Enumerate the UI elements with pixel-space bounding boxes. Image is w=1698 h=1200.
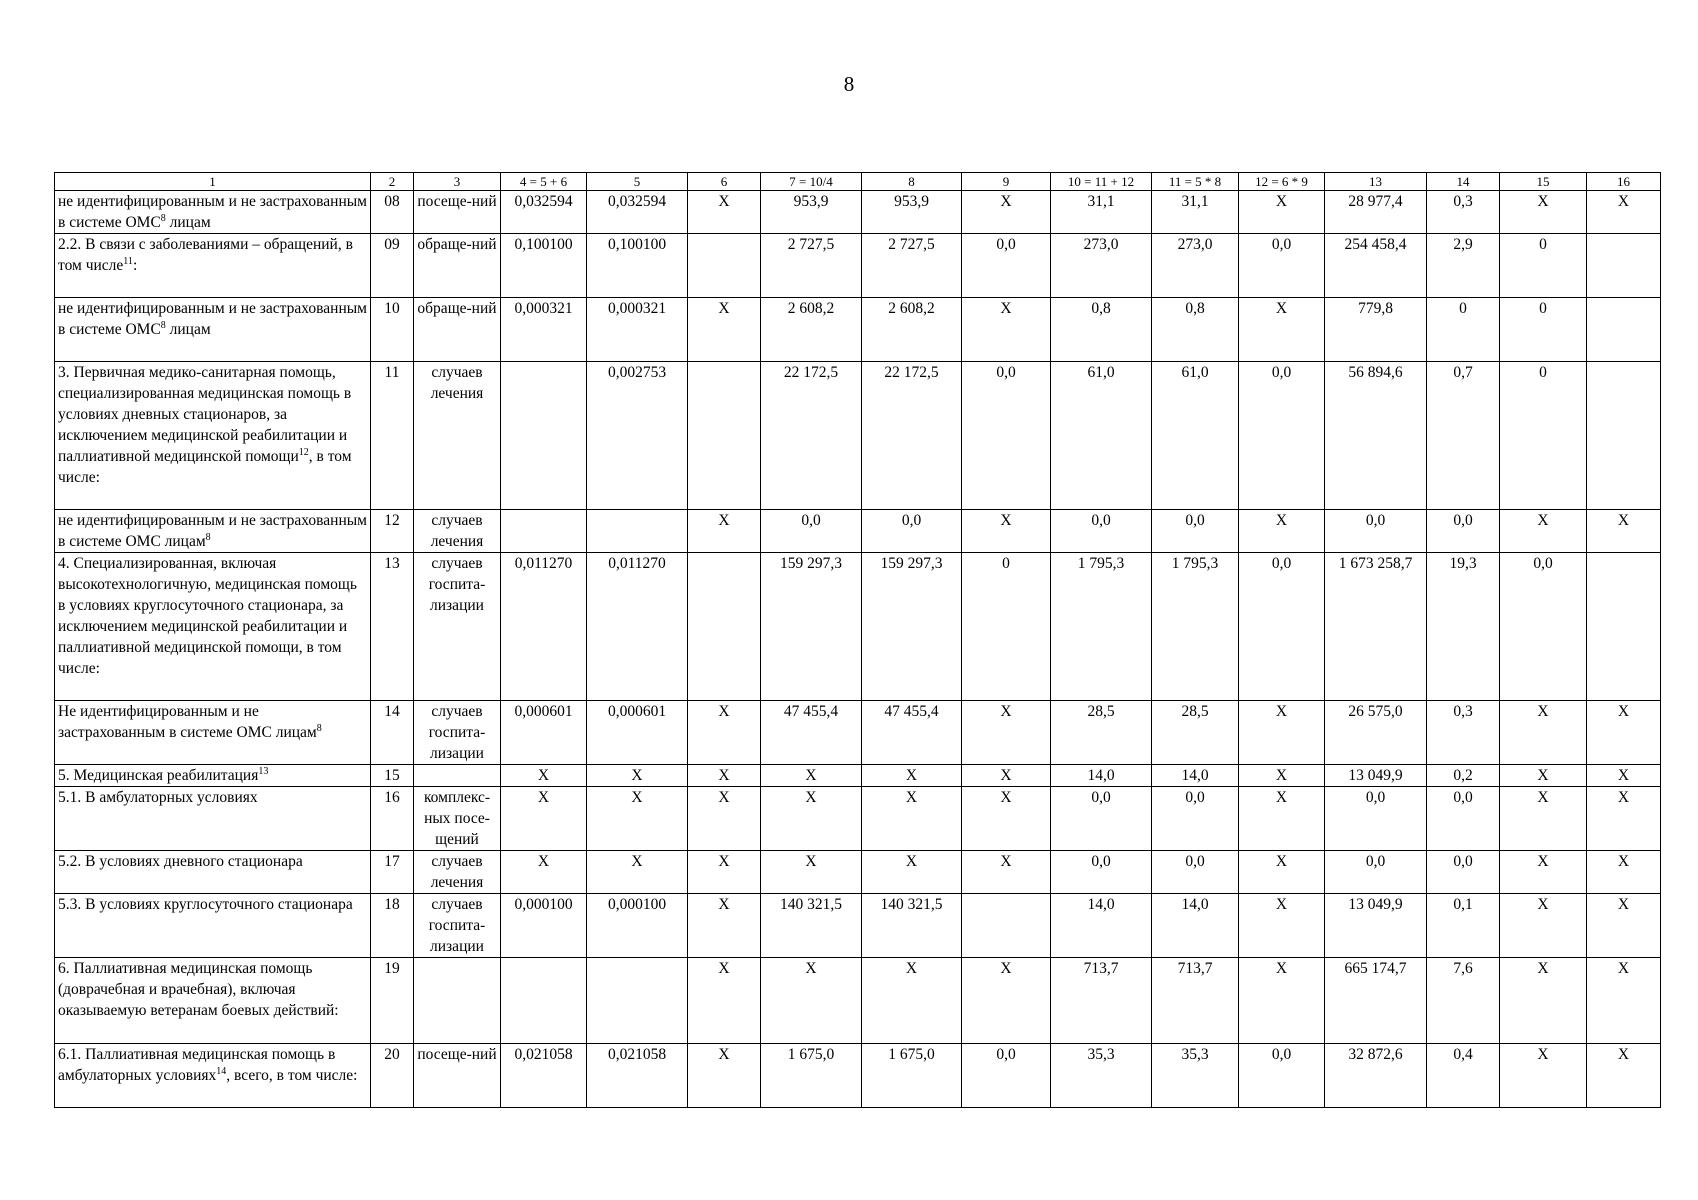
unit-cell: случаев лечения bbox=[414, 362, 501, 510]
column-header: 12 = 6 * 9 bbox=[1239, 173, 1325, 191]
value-cell: X bbox=[1500, 765, 1587, 787]
value-cell: 35,3 bbox=[1152, 1044, 1239, 1108]
row-name-tail: , всего, в том числе: bbox=[226, 1067, 358, 1084]
value-cell: 0,0 bbox=[1051, 510, 1152, 553]
table-row bbox=[55, 851, 1661, 894]
value-cell: 0,000321 bbox=[501, 298, 587, 362]
value-cell: 0,0 bbox=[761, 510, 862, 553]
value-cell: 0,100100 bbox=[587, 234, 688, 298]
row-name: не идентифицированным и не застрахованным в системе ОМС bbox=[58, 193, 367, 231]
value-cell: 273,0 bbox=[1152, 234, 1239, 298]
row-name-tail: лицам bbox=[165, 214, 211, 231]
unit-cell: случаев лечения bbox=[414, 510, 501, 553]
value-cell: X bbox=[688, 894, 761, 958]
value-cell: 0,4 bbox=[1427, 1044, 1500, 1108]
row-number-cell: 08 bbox=[371, 191, 414, 234]
table-row bbox=[55, 191, 1661, 234]
column-header: 9 bbox=[962, 173, 1051, 191]
unit-cell bbox=[414, 765, 501, 787]
value-cell: 1 673 258,7 bbox=[1325, 553, 1427, 701]
table-row bbox=[55, 362, 1661, 510]
footnote-ref: 8 bbox=[205, 531, 211, 543]
value-cell: X bbox=[1500, 1044, 1587, 1108]
value-cell: X bbox=[501, 787, 587, 851]
value-cell: 61,0 bbox=[1152, 362, 1239, 510]
value-cell: X bbox=[962, 191, 1051, 234]
unit-cell: обраще-ний bbox=[414, 234, 501, 298]
row-number-cell: 20 bbox=[371, 1044, 414, 1108]
value-cell: X bbox=[1500, 851, 1587, 894]
value-cell: X bbox=[688, 765, 761, 787]
column-header: 1 bbox=[55, 173, 371, 191]
value-cell: X bbox=[1239, 765, 1325, 787]
value-cell: 0,0 bbox=[1325, 787, 1427, 851]
row-number-cell: 11 bbox=[371, 362, 414, 510]
value-cell: 61,0 bbox=[1051, 362, 1152, 510]
value-cell: 1 795,3 bbox=[1051, 553, 1152, 701]
row-number-cell: 14 bbox=[371, 701, 414, 765]
table-row bbox=[55, 701, 1661, 765]
row-name: 5.2. В условиях дневного стационара bbox=[58, 853, 303, 870]
value-cell: 0,2 bbox=[1427, 765, 1500, 787]
value-cell: X bbox=[1587, 701, 1661, 765]
column-header: 7 = 10/4 bbox=[761, 173, 862, 191]
value-cell: 140 321,5 bbox=[862, 894, 962, 958]
value-cell: 0,0 bbox=[1239, 234, 1325, 298]
value-cell: 0 bbox=[1427, 298, 1500, 362]
row-name-cell bbox=[55, 851, 371, 894]
unit-cell: посеще-ний bbox=[414, 1044, 501, 1108]
value-cell: 19,3 bbox=[1427, 553, 1500, 701]
value-cell: 2 727,5 bbox=[862, 234, 962, 298]
value-cell: 14,0 bbox=[1152, 894, 1239, 958]
value-cell: 0,100100 bbox=[501, 234, 587, 298]
row-name: не идентифицированным и не застрахованным в системе ОМС bbox=[58, 300, 367, 338]
unit-cell bbox=[414, 958, 501, 1044]
value-cell: X bbox=[688, 701, 761, 765]
value-cell bbox=[587, 958, 688, 1044]
value-cell: 32 872,6 bbox=[1325, 1044, 1427, 1108]
value-cell: 0,000100 bbox=[587, 894, 688, 958]
value-cell: 0 bbox=[1500, 362, 1587, 510]
value-cell: 713,7 bbox=[1152, 958, 1239, 1044]
value-cell: 0,0 bbox=[1152, 851, 1239, 894]
value-cell: X bbox=[688, 958, 761, 1044]
value-cell: 159 297,3 bbox=[862, 553, 962, 701]
column-header: 3 bbox=[414, 173, 501, 191]
value-cell: 254 458,4 bbox=[1325, 234, 1427, 298]
value-cell: 0,0 bbox=[1427, 851, 1500, 894]
value-cell: 31,1 bbox=[1051, 191, 1152, 234]
row-name-cell bbox=[55, 765, 371, 787]
value-cell: 0 bbox=[962, 553, 1051, 701]
value-cell bbox=[1587, 298, 1661, 362]
column-header: 2 bbox=[371, 173, 414, 191]
table-row bbox=[55, 958, 1661, 1044]
value-cell: 13 049,9 bbox=[1325, 894, 1427, 958]
value-cell: 0 bbox=[1500, 298, 1587, 362]
row-name: 5.3. В условиях круглосуточного стационара bbox=[58, 896, 353, 913]
value-cell: X bbox=[501, 765, 587, 787]
value-cell: X bbox=[688, 787, 761, 851]
value-cell: 0,3 bbox=[1427, 701, 1500, 765]
value-cell: 2 608,2 bbox=[862, 298, 962, 362]
value-cell: 2 608,2 bbox=[761, 298, 862, 362]
value-cell: X bbox=[962, 765, 1051, 787]
row-name-cell bbox=[55, 510, 371, 553]
row-name-cell bbox=[55, 553, 371, 701]
value-cell: 0,1 bbox=[1427, 894, 1500, 958]
value-cell: 0,0 bbox=[962, 362, 1051, 510]
value-cell: X bbox=[1587, 851, 1661, 894]
unit-cell: посеще-ний bbox=[414, 191, 501, 234]
table-row bbox=[55, 787, 1661, 851]
value-cell: 0,000100 bbox=[501, 894, 587, 958]
row-name: 4. Специализированная, включая высокотехнологичную, медицинская помощь в условиях круглосуточного стационара, за исключением медицинской реабилитации и паллиативной медицинской помощи, в том числе: bbox=[58, 555, 357, 677]
value-cell: 31,1 bbox=[1152, 191, 1239, 234]
row-name: 2.2. В связи с заболеваниями – обращений, в том числе bbox=[58, 236, 353, 274]
value-cell: 1 795,3 bbox=[1152, 553, 1239, 701]
value-cell: X bbox=[1587, 1044, 1661, 1108]
value-cell: X bbox=[1500, 191, 1587, 234]
value-cell: 35,3 bbox=[1051, 1044, 1152, 1108]
value-cell bbox=[688, 234, 761, 298]
value-cell: 0,0 bbox=[862, 510, 962, 553]
footnote-ref: 14 bbox=[216, 1065, 227, 1077]
value-cell: 0 bbox=[1500, 234, 1587, 298]
value-cell: 0,0 bbox=[1427, 787, 1500, 851]
value-cell: 0,0 bbox=[1325, 510, 1427, 553]
value-cell: X bbox=[1239, 787, 1325, 851]
column-header: 5 bbox=[587, 173, 688, 191]
value-cell: 2,9 bbox=[1427, 234, 1500, 298]
column-header: 16 bbox=[1587, 173, 1661, 191]
value-cell: X bbox=[1500, 510, 1587, 553]
row-number-cell: 12 bbox=[371, 510, 414, 553]
row-number-cell: 19 bbox=[371, 958, 414, 1044]
row-number-cell: 10 bbox=[371, 298, 414, 362]
value-cell: X bbox=[962, 510, 1051, 553]
row-name-tail: лицам bbox=[165, 321, 211, 338]
row-name-cell bbox=[55, 234, 371, 298]
table-row bbox=[55, 1044, 1661, 1108]
value-cell: X bbox=[761, 765, 862, 787]
value-cell: X bbox=[862, 765, 962, 787]
value-cell: 14,0 bbox=[1051, 765, 1152, 787]
value-cell: 0,011270 bbox=[587, 553, 688, 701]
value-cell: 14,0 bbox=[1152, 765, 1239, 787]
value-cell: X bbox=[761, 958, 862, 1044]
value-cell: X bbox=[688, 298, 761, 362]
value-cell: X bbox=[962, 958, 1051, 1044]
value-cell: 28,5 bbox=[1152, 701, 1239, 765]
footnote-ref: 8 bbox=[160, 212, 166, 224]
value-cell: 0,0 bbox=[962, 234, 1051, 298]
value-cell: 953,9 bbox=[761, 191, 862, 234]
row-number-cell: 17 bbox=[371, 851, 414, 894]
row-name: не идентифицированным и не застрахованным в системе ОМС лицам bbox=[58, 512, 367, 550]
column-header: 10 = 11 + 12 bbox=[1051, 173, 1152, 191]
row-name: 5.1. В амбулаторных условиях bbox=[58, 789, 258, 806]
column-header: 13 bbox=[1325, 173, 1427, 191]
value-cell: 0,0 bbox=[1152, 787, 1239, 851]
column-header: 6 bbox=[688, 173, 761, 191]
page-number: 8 bbox=[843, 72, 855, 96]
row-name-cell bbox=[55, 787, 371, 851]
value-cell: 0,000321 bbox=[587, 298, 688, 362]
value-cell bbox=[688, 362, 761, 510]
value-cell: X bbox=[1587, 765, 1661, 787]
value-cell: X bbox=[587, 765, 688, 787]
value-cell: X bbox=[1587, 191, 1661, 234]
value-cell: 0,002753 bbox=[587, 362, 688, 510]
table-row bbox=[55, 510, 1661, 553]
unit-cell: комплекс-ных посе-щений bbox=[414, 787, 501, 851]
value-cell: X bbox=[761, 851, 862, 894]
value-cell: X bbox=[688, 191, 761, 234]
value-cell: 0,0 bbox=[962, 1044, 1051, 1108]
value-cell: X bbox=[1239, 510, 1325, 553]
value-cell: X bbox=[1587, 894, 1661, 958]
value-cell: X bbox=[761, 787, 862, 851]
value-cell: 0,0 bbox=[1239, 553, 1325, 701]
row-number-cell: 15 bbox=[371, 765, 414, 787]
row-name: 5. Медицинская реабилитация bbox=[58, 767, 259, 784]
value-cell: 0,0 bbox=[1500, 553, 1587, 701]
value-cell: 26 575,0 bbox=[1325, 701, 1427, 765]
value-cell: X bbox=[1239, 958, 1325, 1044]
row-name: Не идентифицированным и не застрахованным в системе ОМС лицам bbox=[58, 703, 317, 741]
value-cell: 0,032594 bbox=[587, 191, 688, 234]
value-cell: X bbox=[1587, 510, 1661, 553]
value-cell: 22 172,5 bbox=[761, 362, 862, 510]
footnote-ref: 11 bbox=[123, 255, 133, 267]
value-cell bbox=[1587, 553, 1661, 701]
table-body bbox=[55, 191, 1661, 1108]
value-cell: 159 297,3 bbox=[761, 553, 862, 701]
value-cell: X bbox=[1239, 298, 1325, 362]
row-name-tail: : bbox=[132, 257, 138, 274]
value-cell: 28 977,4 bbox=[1325, 191, 1427, 234]
row-name-cell bbox=[55, 298, 371, 362]
value-cell: X bbox=[587, 851, 688, 894]
footnote-ref: 13 bbox=[258, 765, 269, 777]
value-cell bbox=[587, 510, 688, 553]
value-cell: X bbox=[1587, 958, 1661, 1044]
row-number-cell: 13 bbox=[371, 553, 414, 701]
table-row bbox=[55, 765, 1661, 787]
value-cell: 0,0 bbox=[1239, 362, 1325, 510]
unit-cell: случаев лечения bbox=[414, 851, 501, 894]
value-cell: 0,8 bbox=[1152, 298, 1239, 362]
data-table bbox=[54, 172, 1661, 1108]
value-cell: 0,7 bbox=[1427, 362, 1500, 510]
value-cell: 2 727,5 bbox=[761, 234, 862, 298]
value-cell: 953,9 bbox=[862, 191, 962, 234]
value-cell: X bbox=[688, 1044, 761, 1108]
value-cell: 0,000601 bbox=[501, 701, 587, 765]
value-cell: X bbox=[862, 787, 962, 851]
value-cell: X bbox=[962, 851, 1051, 894]
value-cell: 0,032594 bbox=[501, 191, 587, 234]
value-cell: 140 321,5 bbox=[761, 894, 862, 958]
row-number-cell: 09 bbox=[371, 234, 414, 298]
column-header: 4 = 5 + 6 bbox=[501, 173, 587, 191]
value-cell: X bbox=[1239, 851, 1325, 894]
unit-cell: случаев госпита-лизации bbox=[414, 701, 501, 765]
value-cell: X bbox=[962, 701, 1051, 765]
value-cell: 47 455,4 bbox=[761, 701, 862, 765]
unit-cell: случаев госпита-лизации bbox=[414, 553, 501, 701]
row-number-cell: 18 bbox=[371, 894, 414, 958]
value-cell: X bbox=[1500, 958, 1587, 1044]
value-cell: X bbox=[1500, 894, 1587, 958]
value-cell: X bbox=[587, 787, 688, 851]
row-name-cell bbox=[55, 1044, 371, 1108]
value-cell: 0,0 bbox=[1427, 510, 1500, 553]
value-cell: 0,0 bbox=[1152, 510, 1239, 553]
value-cell: X bbox=[862, 958, 962, 1044]
value-cell: 779,8 bbox=[1325, 298, 1427, 362]
value-cell: 1 675,0 bbox=[761, 1044, 862, 1108]
value-cell: X bbox=[1500, 701, 1587, 765]
value-cell: 14,0 bbox=[1051, 894, 1152, 958]
value-cell: 7,6 bbox=[1427, 958, 1500, 1044]
value-cell: 0,8 bbox=[1051, 298, 1152, 362]
value-cell: 0,000601 bbox=[587, 701, 688, 765]
row-name: 3. Первичная медико-санитарная помощь, специализированная медицинская помощь в условиях дневных стационаров, за исключением медицинской реабилитации и паллиативной медицинской помощи bbox=[58, 364, 352, 465]
value-cell: 665 174,7 bbox=[1325, 958, 1427, 1044]
table-row bbox=[55, 553, 1661, 701]
value-cell: X bbox=[1500, 787, 1587, 851]
value-cell: X bbox=[962, 787, 1051, 851]
table-row bbox=[55, 298, 1661, 362]
value-cell: 56 894,6 bbox=[1325, 362, 1427, 510]
value-cell: X bbox=[1239, 701, 1325, 765]
row-name-cell bbox=[55, 894, 371, 958]
header-row bbox=[55, 173, 1661, 191]
value-cell: 1 675,0 bbox=[862, 1044, 962, 1108]
footnote-ref: 12 bbox=[298, 446, 309, 458]
value-cell: 0,0 bbox=[1051, 851, 1152, 894]
value-cell bbox=[501, 362, 587, 510]
value-cell: X bbox=[1239, 191, 1325, 234]
value-cell: 713,7 bbox=[1051, 958, 1152, 1044]
table-row bbox=[55, 894, 1661, 958]
value-cell: 273,0 bbox=[1051, 234, 1152, 298]
value-cell bbox=[962, 894, 1051, 958]
value-cell bbox=[688, 553, 761, 701]
value-cell: X bbox=[501, 851, 587, 894]
row-name-cell bbox=[55, 701, 371, 765]
value-cell: 0,021058 bbox=[587, 1044, 688, 1108]
value-cell: 0,021058 bbox=[501, 1044, 587, 1108]
table-row bbox=[55, 234, 1661, 298]
value-cell: X bbox=[962, 298, 1051, 362]
value-cell: X bbox=[1587, 787, 1661, 851]
value-cell: 47 455,4 bbox=[862, 701, 962, 765]
value-cell: X bbox=[688, 851, 761, 894]
value-cell: 22 172,5 bbox=[862, 362, 962, 510]
value-cell: 0,011270 bbox=[501, 553, 587, 701]
value-cell: 28,5 bbox=[1051, 701, 1152, 765]
value-cell: 13 049,9 bbox=[1325, 765, 1427, 787]
value-cell: X bbox=[862, 851, 962, 894]
value-cell: X bbox=[1239, 894, 1325, 958]
column-header: 15 bbox=[1500, 173, 1587, 191]
value-cell: X bbox=[688, 510, 761, 553]
value-cell bbox=[1587, 362, 1661, 510]
column-header: 11 = 5 * 8 bbox=[1152, 173, 1239, 191]
value-cell bbox=[501, 510, 587, 553]
unit-cell: случаев госпита-лизации bbox=[414, 894, 501, 958]
value-cell: 0,0 bbox=[1051, 787, 1152, 851]
value-cell bbox=[1587, 234, 1661, 298]
row-name-cell bbox=[55, 191, 371, 234]
footnote-ref: 8 bbox=[160, 319, 166, 331]
row-name: 6.1. Паллиативная медицинская помощь в амбулаторных условиях bbox=[58, 1046, 336, 1084]
value-cell: 0,0 bbox=[1325, 851, 1427, 894]
unit-cell: обраще-ний bbox=[414, 298, 501, 362]
row-number-cell: 16 bbox=[371, 787, 414, 851]
row-name: 6. Паллиативная медицинская помощь (доврачебная и врачебная), включая оказываемую ветеранам боевых действий: bbox=[58, 960, 339, 1019]
row-name-cell bbox=[55, 958, 371, 1044]
row-name-tail: , в том числе: bbox=[58, 448, 352, 486]
value-cell: 0,0 bbox=[1239, 1044, 1325, 1108]
value-cell: 0,3 bbox=[1427, 191, 1500, 234]
value-cell bbox=[501, 958, 587, 1044]
column-header: 8 bbox=[862, 173, 962, 191]
footnote-ref: 8 bbox=[316, 722, 322, 734]
column-header: 14 bbox=[1427, 173, 1500, 191]
row-name-cell bbox=[55, 362, 371, 510]
